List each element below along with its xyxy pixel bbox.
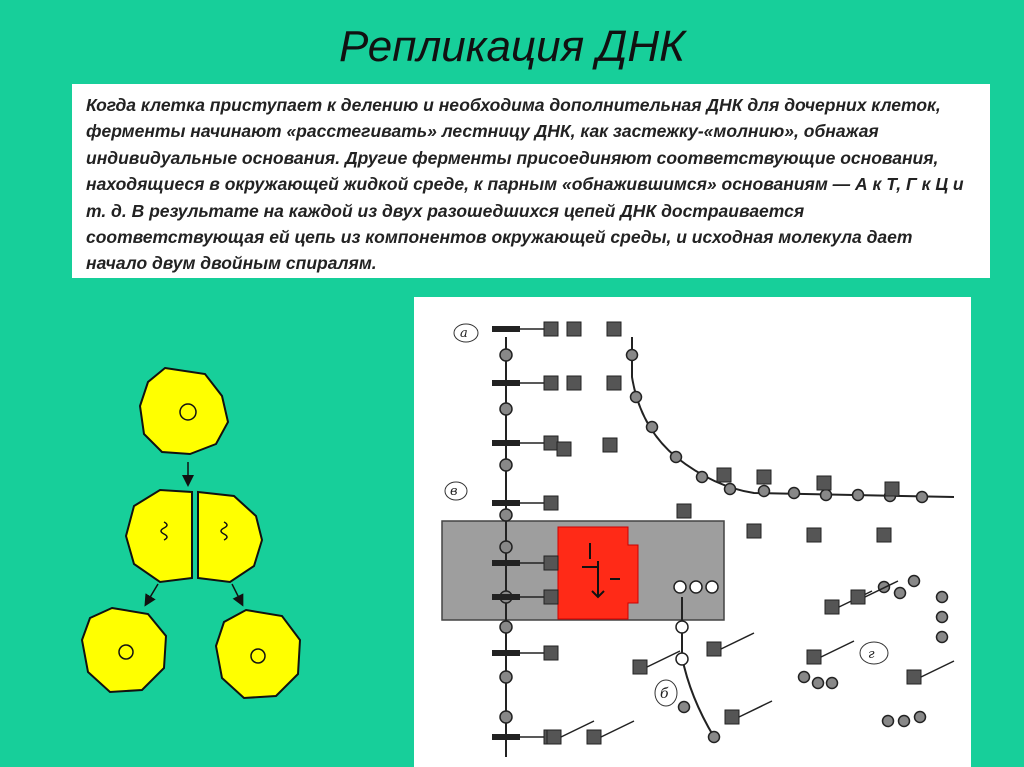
arrow-left (146, 584, 158, 604)
base-block (607, 376, 621, 390)
base-block (544, 376, 558, 390)
backbone-top-right (632, 337, 954, 497)
phosphate-dot (631, 392, 642, 403)
base-bar (492, 734, 520, 740)
base-block (633, 660, 647, 674)
base-bar (492, 380, 520, 386)
base-block (544, 646, 558, 660)
base-block (807, 528, 821, 542)
base-link (721, 633, 754, 649)
base-block (757, 470, 771, 484)
free-nucleotide-dot (709, 732, 720, 743)
slide-title: Репликация ДНК (338, 22, 686, 71)
free-nucleotide-dot (813, 678, 824, 689)
free-nucleotide-dot (937, 592, 948, 603)
free-nucleotide-dot (899, 716, 910, 727)
daughter-cell-left (82, 608, 166, 692)
free-nucleotide-dot (676, 653, 688, 665)
base-bar (492, 440, 520, 446)
phosphate-dot (671, 452, 682, 463)
base-block (817, 476, 831, 490)
phosphate-dot (759, 486, 770, 497)
dividing-cell-left (126, 490, 192, 582)
description-text: Когда клетка приступает к делению и необходима дополнительная ДНК для дочерних клеток, ферменты начинают «расстегивать» лестницу ДНК, как застежку-«молнию», обнажая индивидуальные основания. Другие ферменты присоединяют соответствующие основания, находящиеся в окружающей жидкой среде, к парным «обнажившимся» основаниям — А к Т, Г к Ц и т. д. В результате на каждой из двух разошедшихся цепей ДНК достраивается соответствующая ей цепь из компонентов окружающей среды, и исходная молекула дает начало двум двойным спиралям. (86, 95, 964, 274)
base-link (647, 651, 680, 667)
free-nucleotide-dot (937, 632, 948, 643)
base-bar (492, 560, 520, 566)
base-block (567, 322, 581, 336)
free-nucleotide-dot (690, 581, 702, 593)
free-nucleotide-dot (679, 702, 690, 713)
phosphate-dot (500, 711, 512, 723)
base-block (851, 590, 865, 604)
phosphate-dot (725, 484, 736, 495)
description-box (72, 84, 990, 278)
base-block (825, 600, 839, 614)
phosphate-dot (647, 422, 658, 433)
base-block (557, 442, 571, 456)
phosphate-dot (500, 459, 512, 471)
base-block (544, 496, 558, 510)
base-block (707, 642, 721, 656)
base-block (544, 436, 558, 450)
phosphate-dot (821, 490, 832, 501)
base-link (821, 641, 854, 657)
base-block (607, 322, 621, 336)
free-nucleotide-dot (706, 581, 718, 593)
base-link (739, 701, 772, 717)
base-block (807, 650, 821, 664)
base-bar (492, 650, 520, 656)
phosphate-dot (697, 472, 708, 483)
phosphate-dot (500, 671, 512, 683)
base-block (603, 438, 617, 452)
base-block (747, 524, 761, 538)
free-nucleotide-dot (883, 716, 894, 727)
free-nucleotide-dot (674, 581, 686, 593)
phosphate-dot (627, 350, 638, 361)
free-nucleotide-dot (827, 678, 838, 689)
parent-cell (140, 368, 228, 454)
phosphate-dot (500, 541, 512, 553)
base-link (601, 721, 634, 737)
label-b: б (660, 686, 669, 702)
free-nucleotide-dot (937, 612, 948, 623)
base-block (907, 670, 921, 684)
base-block (885, 482, 899, 496)
phosphate-dot (789, 488, 800, 499)
arrow-right (232, 584, 242, 604)
base-block (677, 504, 691, 518)
free-nucleotide-dot (895, 588, 906, 599)
dna-replication-diagram (414, 297, 971, 767)
label-v: в (450, 484, 458, 499)
dividing-cell-right (198, 492, 262, 582)
base-block (544, 322, 558, 336)
base-block (877, 528, 891, 542)
base-block (547, 730, 561, 744)
label-g: г (868, 647, 875, 662)
base-block (717, 468, 731, 482)
base-bar (492, 594, 520, 600)
free-nucleotide-dot (676, 621, 688, 633)
base-link (921, 661, 954, 677)
base-bar (492, 326, 520, 332)
free-nucleotide-dot (915, 712, 926, 723)
base-block (725, 710, 739, 724)
free-nucleotide-dot (909, 576, 920, 587)
base-block (567, 376, 581, 390)
phosphate-dot (500, 349, 512, 361)
phosphate-dot (853, 490, 864, 501)
base-block (544, 556, 558, 570)
cell-division-illustration (70, 360, 310, 705)
phosphate-dot (500, 621, 512, 633)
label-a: а (460, 326, 468, 341)
daughter-cell-right (216, 610, 300, 698)
phosphate-dot (500, 509, 512, 521)
phosphate-dot (917, 492, 928, 503)
base-block (587, 730, 601, 744)
phosphate-dot (500, 403, 512, 415)
free-nucleotide-dot (799, 672, 810, 683)
base-block (544, 590, 558, 604)
base-bar (492, 500, 520, 506)
